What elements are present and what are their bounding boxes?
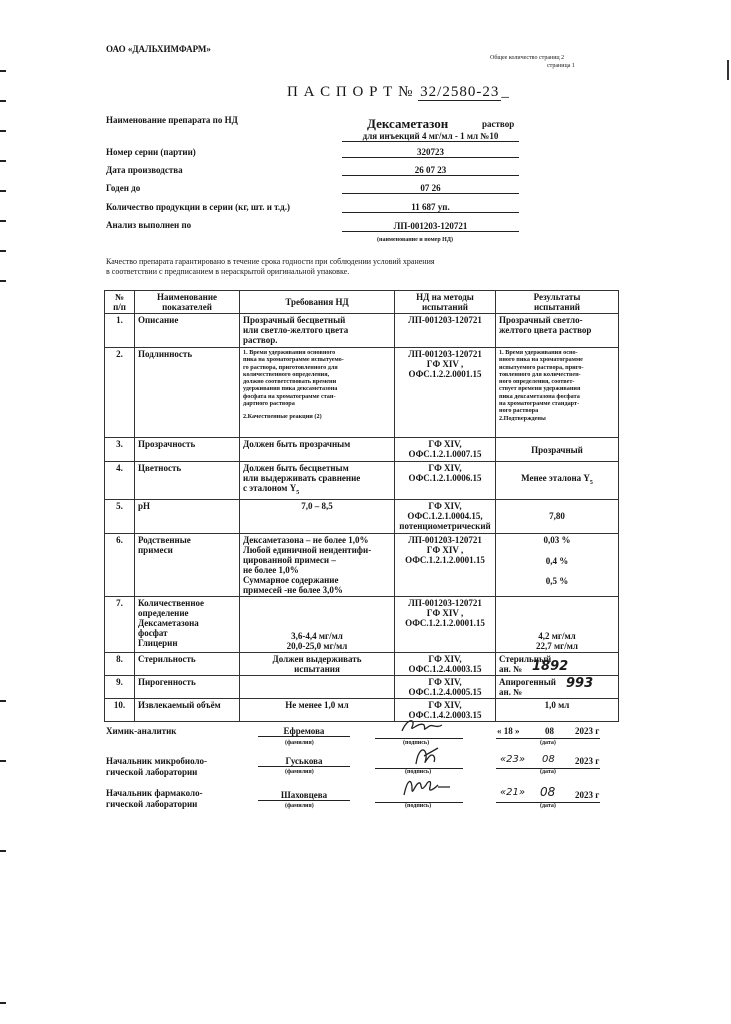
- row-result-text: Апирогенный ан. №: [499, 676, 556, 697]
- row-result-text: Стерильный ан. №: [499, 653, 552, 674]
- row-method: ЛП-001203-120721 ГФ XIV , ОФС.1.2.1.2.0001.15: [395, 533, 496, 596]
- row-req-sub: 5: [296, 489, 300, 496]
- page-total: Общее количество страниц 2: [490, 55, 565, 61]
- row-num: 6.: [105, 533, 135, 596]
- spec-table: [104, 290, 619, 722]
- sign-name: Гуськова: [258, 756, 350, 767]
- row-method: ГФ XIV, ОФС.1.2.1.0007.15: [395, 438, 496, 462]
- header-method: НД на методы испытаний: [395, 291, 496, 314]
- date-caption: (дата): [540, 803, 556, 809]
- date-line: [496, 756, 600, 769]
- row-method: ЛП-001203-120721 ГФ XIV , ОФС.1.2.2.0001.15: [395, 348, 496, 438]
- series-value: 320723: [342, 147, 519, 158]
- analysis-label: Анализ выполнен по: [106, 220, 192, 230]
- date-year: 2023 г: [575, 756, 600, 766]
- table-row: [105, 596, 619, 652]
- row-name: Извлекаемый объём: [135, 698, 240, 721]
- series-label: Номер серии (партии): [106, 147, 196, 157]
- sign-caption: (подпись): [405, 769, 432, 775]
- date-month: 08: [545, 726, 554, 736]
- row-name: Описание: [135, 314, 240, 348]
- date-month: 08: [542, 754, 555, 765]
- header-result: Результаты испытаний: [496, 291, 619, 314]
- row-result: Прозрачный: [496, 438, 619, 462]
- quality-note-1: Качество препарата гарантировано в течение срока годности при соблюдении условий хранения: [106, 257, 435, 266]
- table-row: [105, 499, 619, 533]
- sign-name: Шаховцева: [258, 790, 350, 801]
- analysis-number-handwritten: 1892: [532, 658, 569, 674]
- row-num: 9.: [105, 675, 135, 698]
- row-name: Прозрачность: [135, 438, 240, 462]
- drug-desc: для инъекций 4 мг/мл - 1 мл №10: [342, 131, 519, 142]
- table-row: [105, 314, 619, 348]
- row-req: Прозрачный бесцветный или светло-желтого цвета раствор.: [240, 314, 395, 348]
- table-row: [105, 533, 619, 596]
- date-line: [496, 790, 600, 803]
- date-year: 2023 г: [575, 790, 600, 800]
- row-method: ГФ XIV, ОФС.1.2.4.0005.15: [395, 675, 496, 698]
- row-result: 4,2 мг/мл 22,7 мг/мл: [496, 596, 619, 652]
- row-req: [240, 462, 395, 500]
- table-row: [105, 462, 619, 500]
- table-row: [105, 698, 619, 721]
- table-row: [105, 348, 619, 438]
- right-edge-mark: [727, 60, 729, 80]
- row-name: Цветность: [135, 462, 240, 500]
- header-num: № п/п: [105, 291, 135, 314]
- date-month: 08: [540, 785, 556, 799]
- date-day: « 18 »: [497, 726, 520, 736]
- drug-label: Наименование препарата по НД: [106, 115, 238, 125]
- row-num: 7.: [105, 596, 135, 652]
- row-result-text: Менее эталона Y: [521, 473, 590, 483]
- row-req: Должен выдерживать испытания: [240, 652, 395, 675]
- row-num: 3.: [105, 438, 135, 462]
- row-result: [496, 348, 619, 438]
- row-num: 5.: [105, 499, 135, 533]
- quality-note-2: в соответствии с предписанием в нераскрытой оригинальной упаковке.: [106, 267, 350, 276]
- name-caption: (фамилия): [285, 803, 314, 809]
- row-result-extra: 2.Подтверждены: [499, 414, 546, 422]
- header-req: Требования НД: [240, 291, 395, 314]
- expiry-label: Годен до: [106, 183, 141, 193]
- page-current: страница 1: [547, 63, 575, 69]
- analysis-number-handwritten: 993: [566, 675, 594, 691]
- row-req-text: 1. Время удерживания основного пика на хроматограмме испытуемо- го раствора, приготовленного для количественного определения, должно соответствовать времени удерживания пика дексаметазона фосфата на хроматограмме стан- дартного раствора: [243, 349, 344, 408]
- row-result-text: 1. Время удерживания осно- вного пика на хроматограмме испытуемого раствора, приго- товленного для количествен- ного определения, соответ- ствует времени удерживания пика дексаметазона фосфата на хроматограмме стандарт- ного раствора: [499, 349, 584, 415]
- table-header-row: [105, 291, 619, 314]
- date-value: 26 07 23: [342, 165, 519, 176]
- row-method: ГФ XIV, ОФС.1.2.4.0003.15: [395, 652, 496, 675]
- row-name: pH: [135, 499, 240, 533]
- sign-caption: (подпись): [405, 803, 432, 809]
- row-result-1: 0,03 %: [543, 534, 571, 545]
- row-req: Дексаметазона – не более 1,0% Любой единичной неидентифи- цированной примеси – не более 1,0% Суммарное содержание примесей -не более 3,0%: [240, 533, 395, 596]
- row-num: 2.: [105, 348, 135, 438]
- row-result-sub: 5: [589, 479, 593, 486]
- table-row: [105, 652, 619, 675]
- name-caption: (фамилия): [285, 769, 314, 775]
- row-name: Количественное определение Дексаметазона фосфат Глицерин: [135, 596, 240, 652]
- qty-label: Количество продукции в серии (кг, шт. и т.д.): [106, 202, 290, 212]
- date-day: «23»: [500, 754, 526, 765]
- row-result: [496, 652, 619, 675]
- company-name: ОАО «ДАЛЬХИМФАРМ»: [106, 44, 211, 54]
- row-req: Должен быть прозрачным: [240, 438, 395, 462]
- passport-title: П А С П О Р Т № 32/2580-23 _: [287, 84, 510, 100]
- row-num: 4.: [105, 462, 135, 500]
- row-req: 3,6-4,4 мг/мл 20,0-25,0 мг/мл: [240, 596, 395, 652]
- row-name: Подлинность: [135, 348, 240, 438]
- row-result: Прозрачный светло- желтого цвета раствор: [496, 314, 619, 348]
- header-name: Наименование показателей: [135, 291, 240, 314]
- sign-caption: (подпись): [403, 740, 430, 746]
- signature-mark: [398, 715, 446, 737]
- table-row: [105, 438, 619, 462]
- table-row: [105, 675, 619, 698]
- expiry-value: 07 26: [342, 183, 519, 194]
- signature-mark: [410, 744, 446, 770]
- row-num: 1.: [105, 314, 135, 348]
- row-result: [496, 533, 619, 596]
- row-method: ГФ XIV, ОФС.1.2.1.0004.15, потенциометрический: [395, 499, 496, 533]
- row-result: 1,0 мл: [496, 698, 619, 721]
- sign-role: Химик-аналитик: [106, 726, 177, 736]
- qty-value: 11 687 уп.: [342, 202, 519, 213]
- signature-mark: [398, 773, 458, 803]
- passport-number: 32/2580-23: [420, 84, 500, 100]
- date-caption: (дата): [540, 740, 556, 746]
- row-name: Родственные примеси: [135, 533, 240, 596]
- row-result-2: 0,4 %: [545, 555, 569, 566]
- row-method: ЛП-001203-120721: [395, 314, 496, 348]
- date-line: [496, 726, 600, 739]
- row-result: 7,80: [496, 499, 619, 533]
- row-req: [240, 675, 395, 698]
- passport-title-label: П А С П О Р Т №: [287, 84, 414, 100]
- row-result-3: 0,5 %: [545, 575, 569, 586]
- row-req-text: Должен быть бесцветным или выдерживать сравнение с эталоном Y: [243, 463, 361, 493]
- row-method: ЛП-001203-120721 ГФ XIV , ОФС.1.2.1.2.0001.15: [395, 596, 496, 652]
- row-method: ГФ XIV, ОФС.1.4.2.0003.15: [395, 698, 496, 721]
- row-num: 8.: [105, 652, 135, 675]
- row-req-extra: 2.Качественные реакции (2): [243, 413, 322, 421]
- date-caption: (дата): [540, 769, 556, 775]
- sign-role: Начальник фармаколо- гической лаборатории: [106, 788, 203, 809]
- name-caption: (фамилия): [285, 740, 314, 746]
- date-day: «21»: [500, 787, 526, 798]
- sign-name: Ефремова: [258, 726, 350, 737]
- date-label: Дата производства: [106, 165, 183, 175]
- row-name: Стерильность: [135, 652, 240, 675]
- analysis-value: ЛП-001203-120721: [342, 221, 519, 232]
- row-result: [496, 675, 619, 698]
- analysis-note: (наименование и номер НД): [377, 237, 453, 243]
- row-req: Не менее 1,0 мл: [240, 698, 395, 721]
- drug-name: Дексаметазон: [367, 116, 449, 131]
- row-req: [240, 348, 395, 438]
- sign-role: Начальник микробиоло- гической лаборатории: [106, 756, 208, 777]
- row-result: [496, 462, 619, 500]
- row-num: 10.: [105, 698, 135, 721]
- row-req: 7,0 – 8,5: [240, 499, 395, 533]
- row-name: Пирогенность: [135, 675, 240, 698]
- drug-form: раствор: [482, 119, 515, 129]
- date-year: 2023 г: [575, 726, 600, 736]
- row-method: ГФ XIV, ОФС.1.2.1.0006.15: [395, 462, 496, 500]
